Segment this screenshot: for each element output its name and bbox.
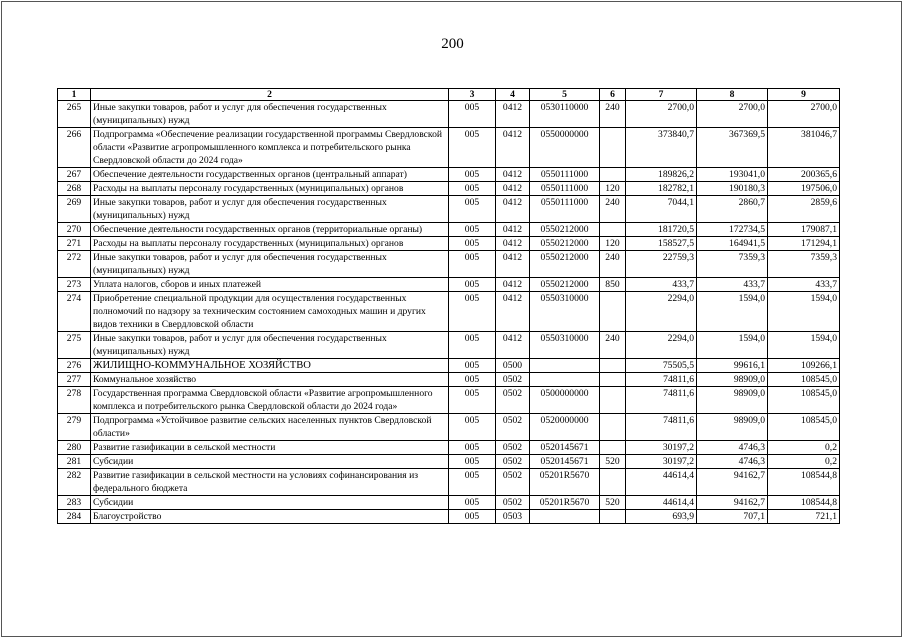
item-name: Подпрограмма «Устойчивое развитие сельских населенных пунктов Свердловской области» bbox=[91, 414, 449, 441]
row-number: 281 bbox=[58, 455, 91, 469]
amount-2025: 4746,3 bbox=[697, 441, 768, 455]
ministry-code: 005 bbox=[449, 196, 496, 223]
table-row bbox=[58, 128, 840, 168]
item-name: ЖИЛИЩНО-КОММУНАЛЬНОЕ ХОЗЯЙСТВО bbox=[91, 359, 449, 373]
amount-2025: 98909,0 bbox=[697, 373, 768, 387]
amount-2024: 75505,5 bbox=[626, 359, 697, 373]
amount-2025: 94162,7 bbox=[697, 496, 768, 510]
ministry-code: 005 bbox=[449, 292, 496, 332]
amount-2025: 1594,0 bbox=[697, 292, 768, 332]
ministry-code: 005 bbox=[449, 101, 496, 128]
ministry-code: 005 bbox=[449, 359, 496, 373]
amount-2026: 197506,0 bbox=[768, 182, 840, 196]
col-header-6: 6 bbox=[600, 89, 626, 101]
target-article-code: 0550212000 bbox=[530, 237, 600, 251]
amount-2024: 74811,6 bbox=[626, 373, 697, 387]
amount-2025: 707,1 bbox=[697, 510, 768, 524]
amount-2026: 108545,0 bbox=[768, 387, 840, 414]
amount-2024: 2294,0 bbox=[626, 292, 697, 332]
budget-table bbox=[57, 88, 840, 524]
ministry-code: 005 bbox=[449, 510, 496, 524]
section-code: 0412 bbox=[496, 332, 530, 359]
target-article-code: 0520145671 bbox=[530, 441, 600, 455]
expense-type-code: 240 bbox=[600, 101, 626, 128]
row-number: 276 bbox=[58, 359, 91, 373]
section-code: 0502 bbox=[496, 455, 530, 469]
expense-type-code bbox=[600, 168, 626, 182]
section-code: 0502 bbox=[496, 414, 530, 441]
row-number: 266 bbox=[58, 128, 91, 168]
section-code: 0503 bbox=[496, 510, 530, 524]
amount-2024: 373840,7 bbox=[626, 128, 697, 168]
row-number: 265 bbox=[58, 101, 91, 128]
row-number: 280 bbox=[58, 441, 91, 455]
target-article-code: 0550212000 bbox=[530, 223, 600, 237]
table-row bbox=[58, 101, 840, 128]
amount-2025: 4746,3 bbox=[697, 455, 768, 469]
row-number: 274 bbox=[58, 292, 91, 332]
amount-2026: 721,1 bbox=[768, 510, 840, 524]
section-code: 0412 bbox=[496, 237, 530, 251]
amount-2026: 200365,6 bbox=[768, 168, 840, 182]
target-article-code: 0550111000 bbox=[530, 168, 600, 182]
row-number: 273 bbox=[58, 278, 91, 292]
row-number: 271 bbox=[58, 237, 91, 251]
amount-2025: 433,7 bbox=[697, 278, 768, 292]
table-row bbox=[58, 292, 840, 332]
amount-2024: 189826,2 bbox=[626, 168, 697, 182]
expense-type-code bbox=[600, 414, 626, 441]
table-row bbox=[58, 496, 840, 510]
amount-2024: 30197,2 bbox=[626, 455, 697, 469]
ministry-code: 005 bbox=[449, 441, 496, 455]
section-code: 0500 bbox=[496, 359, 530, 373]
ministry-code: 005 bbox=[449, 223, 496, 237]
expense-type-code bbox=[600, 510, 626, 524]
amount-2025: 172734,5 bbox=[697, 223, 768, 237]
table-row bbox=[58, 251, 840, 278]
table-row bbox=[58, 196, 840, 223]
expense-type-code bbox=[600, 387, 626, 414]
amount-2024: 44614,4 bbox=[626, 469, 697, 496]
header-row bbox=[58, 89, 840, 101]
row-number: 284 bbox=[58, 510, 91, 524]
amount-2025: 2700,0 bbox=[697, 101, 768, 128]
row-number: 269 bbox=[58, 196, 91, 223]
expense-type-code bbox=[600, 128, 626, 168]
amount-2025: 98909,0 bbox=[697, 387, 768, 414]
amount-2026: 1594,0 bbox=[768, 332, 840, 359]
item-name: Иные закупки товаров, работ и услуг для обеспечения государственных (муниципальных) нужд bbox=[91, 196, 449, 223]
section-code: 0412 bbox=[496, 278, 530, 292]
target-article-code: 0550000000 bbox=[530, 128, 600, 168]
amount-2026: 2859,6 bbox=[768, 196, 840, 223]
ministry-code: 005 bbox=[449, 387, 496, 414]
section-code: 0412 bbox=[496, 196, 530, 223]
amount-2024: 2294,0 bbox=[626, 332, 697, 359]
expense-type-code bbox=[600, 469, 626, 496]
col-header-4: 4 bbox=[496, 89, 530, 101]
table-row bbox=[58, 373, 840, 387]
row-number: 279 bbox=[58, 414, 91, 441]
row-number: 272 bbox=[58, 251, 91, 278]
expense-type-code bbox=[600, 292, 626, 332]
section-code: 0412 bbox=[496, 168, 530, 182]
section-code: 0502 bbox=[496, 441, 530, 455]
table-row bbox=[58, 168, 840, 182]
amount-2024: 158527,5 bbox=[626, 237, 697, 251]
amount-2026: 109266,1 bbox=[768, 359, 840, 373]
target-article-code: 05201R5670 bbox=[530, 469, 600, 496]
section-code: 0502 bbox=[496, 387, 530, 414]
expense-type-code: 240 bbox=[600, 251, 626, 278]
item-name: Иные закупки товаров, работ и услуг для обеспечения государственных (муниципальных) нужд bbox=[91, 101, 449, 128]
section-code: 0502 bbox=[496, 469, 530, 496]
expense-type-code bbox=[600, 359, 626, 373]
section-code: 0412 bbox=[496, 251, 530, 278]
expense-type-code: 240 bbox=[600, 332, 626, 359]
amount-2025: 2860,7 bbox=[697, 196, 768, 223]
ministry-code: 005 bbox=[449, 332, 496, 359]
col-header-5: 5 bbox=[530, 89, 600, 101]
section-code: 0502 bbox=[496, 496, 530, 510]
target-article-code bbox=[530, 510, 600, 524]
amount-2026: 433,7 bbox=[768, 278, 840, 292]
target-article-code: 0550212000 bbox=[530, 278, 600, 292]
col-header-7: 7 bbox=[626, 89, 697, 101]
item-name: Расходы на выплаты персоналу государственных (муниципальных) органов bbox=[91, 237, 449, 251]
item-name: Иные закупки товаров, работ и услуг для обеспечения государственных (муниципальных) нужд bbox=[91, 332, 449, 359]
expense-type-code bbox=[600, 373, 626, 387]
row-number: 282 bbox=[58, 469, 91, 496]
table-row bbox=[58, 278, 840, 292]
col-header-3: 3 bbox=[449, 89, 496, 101]
amount-2024: 693,9 bbox=[626, 510, 697, 524]
ministry-code: 005 bbox=[449, 251, 496, 278]
amount-2026: 0,2 bbox=[768, 455, 840, 469]
item-name: Уплата налогов, сборов и иных платежей bbox=[91, 278, 449, 292]
ministry-code: 005 bbox=[449, 237, 496, 251]
table-row bbox=[58, 332, 840, 359]
table-row bbox=[58, 414, 840, 441]
page-number: 200 bbox=[441, 36, 464, 52]
item-name: Расходы на выплаты персоналу государственных (муниципальных) органов bbox=[91, 182, 449, 196]
amount-2025: 1594,0 bbox=[697, 332, 768, 359]
item-name: Субсидии bbox=[91, 496, 449, 510]
row-number: 278 bbox=[58, 387, 91, 414]
section-code: 0412 bbox=[496, 292, 530, 332]
target-article-code: 0550111000 bbox=[530, 182, 600, 196]
target-article-code bbox=[530, 359, 600, 373]
target-article-code: 0550310000 bbox=[530, 292, 600, 332]
amount-2024: 30197,2 bbox=[626, 441, 697, 455]
expense-type-code: 520 bbox=[600, 496, 626, 510]
expense-type-code bbox=[600, 441, 626, 455]
item-name: Приобретение специальной продукции для осуществления государственных полномочий по надзору за техническим состоянием самоходных машин и других видов техники в Свердловской области bbox=[91, 292, 449, 332]
amount-2024: 182782,1 bbox=[626, 182, 697, 196]
amount-2024: 2700,0 bbox=[626, 101, 697, 128]
target-article-code: 0530110000 bbox=[530, 101, 600, 128]
expense-type-code bbox=[600, 223, 626, 237]
target-article-code: 0520145671 bbox=[530, 455, 600, 469]
expense-type-code: 120 bbox=[600, 237, 626, 251]
ministry-code: 005 bbox=[449, 168, 496, 182]
ministry-code: 005 bbox=[449, 496, 496, 510]
amount-2024: 74811,6 bbox=[626, 387, 697, 414]
table-row bbox=[58, 387, 840, 414]
amount-2024: 44614,4 bbox=[626, 496, 697, 510]
amount-2025: 190180,3 bbox=[697, 182, 768, 196]
row-number: 267 bbox=[58, 168, 91, 182]
row-number: 283 bbox=[58, 496, 91, 510]
col-header-8: 8 bbox=[697, 89, 768, 101]
item-name: Развитие газификации в сельской местности на условиях софинансирования из федерального бюджета bbox=[91, 469, 449, 496]
ministry-code: 005 bbox=[449, 469, 496, 496]
amount-2026: 1594,0 bbox=[768, 292, 840, 332]
ministry-code: 005 bbox=[449, 128, 496, 168]
table-row bbox=[58, 182, 840, 196]
table-row bbox=[58, 237, 840, 251]
amount-2025: 99616,1 bbox=[697, 359, 768, 373]
target-article-code: 0550310000 bbox=[530, 332, 600, 359]
table-row bbox=[58, 223, 840, 237]
amount-2025: 193041,0 bbox=[697, 168, 768, 182]
item-name: Государственная программа Свердловской области «Развитие агропромышленного комплекса и потребительского рынка Свердловской области до 2024 года» bbox=[91, 387, 449, 414]
section-code: 0412 bbox=[496, 182, 530, 196]
section-code: 0502 bbox=[496, 373, 530, 387]
target-article-code: 0550111000 bbox=[530, 196, 600, 223]
ministry-code: 005 bbox=[449, 414, 496, 441]
table-row bbox=[58, 455, 840, 469]
item-name: Развитие газификации в сельской местности bbox=[91, 441, 449, 455]
section-code: 0412 bbox=[496, 128, 530, 168]
amount-2026: 7359,3 bbox=[768, 251, 840, 278]
item-name: Обеспечение деятельности государственных органов (центральный аппарат) bbox=[91, 168, 449, 182]
table-row bbox=[58, 469, 840, 496]
item-name: Коммунальное хозяйство bbox=[91, 373, 449, 387]
amount-2024: 22759,3 bbox=[626, 251, 697, 278]
section-code: 0412 bbox=[496, 223, 530, 237]
expense-type-code: 240 bbox=[600, 196, 626, 223]
amount-2026: 381046,7 bbox=[768, 128, 840, 168]
amount-2026: 108545,0 bbox=[768, 414, 840, 441]
row-number: 270 bbox=[58, 223, 91, 237]
row-number: 277 bbox=[58, 373, 91, 387]
target-article-code: 05201R5670 bbox=[530, 496, 600, 510]
amount-2024: 181720,5 bbox=[626, 223, 697, 237]
amount-2026: 108545,0 bbox=[768, 373, 840, 387]
target-article-code: 0550212000 bbox=[530, 251, 600, 278]
section-code: 0412 bbox=[496, 101, 530, 128]
amount-2025: 164941,5 bbox=[697, 237, 768, 251]
amount-2026: 171294,1 bbox=[768, 237, 840, 251]
target-article-code: 0500000000 bbox=[530, 387, 600, 414]
amount-2025: 367369,5 bbox=[697, 128, 768, 168]
amount-2024: 7044,1 bbox=[626, 196, 697, 223]
amount-2026: 2700,0 bbox=[768, 101, 840, 128]
item-name: Благоустройство bbox=[91, 510, 449, 524]
target-article-code: 0520000000 bbox=[530, 414, 600, 441]
item-name: Субсидии bbox=[91, 455, 449, 469]
table-row bbox=[58, 441, 840, 455]
ministry-code: 005 bbox=[449, 373, 496, 387]
amount-2026: 108544,8 bbox=[768, 469, 840, 496]
item-name: Обеспечение деятельности государственных органов (территориальные органы) bbox=[91, 223, 449, 237]
ministry-code: 005 bbox=[449, 182, 496, 196]
amount-2024: 433,7 bbox=[626, 278, 697, 292]
item-name: Иные закупки товаров, работ и услуг для обеспечения государственных (муниципальных) нужд bbox=[91, 251, 449, 278]
expense-type-code: 850 bbox=[600, 278, 626, 292]
row-number: 268 bbox=[58, 182, 91, 196]
table-row bbox=[58, 510, 840, 524]
expense-type-code: 520 bbox=[600, 455, 626, 469]
amount-2025: 7359,3 bbox=[697, 251, 768, 278]
item-name: Подпрограмма «Обеспечение реализации государственной программы Свердловской области «Развитие агропромышленного комплекса и потребительского рынка Свердловской области до 2024 года» bbox=[91, 128, 449, 168]
target-article-code bbox=[530, 373, 600, 387]
amount-2025: 94162,7 bbox=[697, 469, 768, 496]
amount-2026: 108544,8 bbox=[768, 496, 840, 510]
col-header-1: 1 bbox=[58, 89, 91, 101]
amount-2024: 74811,6 bbox=[626, 414, 697, 441]
col-header-2: 2 bbox=[91, 89, 449, 101]
row-number: 275 bbox=[58, 332, 91, 359]
amount-2025: 98909,0 bbox=[697, 414, 768, 441]
amount-2026: 179087,1 bbox=[768, 223, 840, 237]
ministry-code: 005 bbox=[449, 278, 496, 292]
col-header-9: 9 bbox=[768, 89, 840, 101]
ministry-code: 005 bbox=[449, 455, 496, 469]
table-row bbox=[58, 359, 840, 373]
amount-2026: 0,2 bbox=[768, 441, 840, 455]
expense-type-code: 120 bbox=[600, 182, 626, 196]
